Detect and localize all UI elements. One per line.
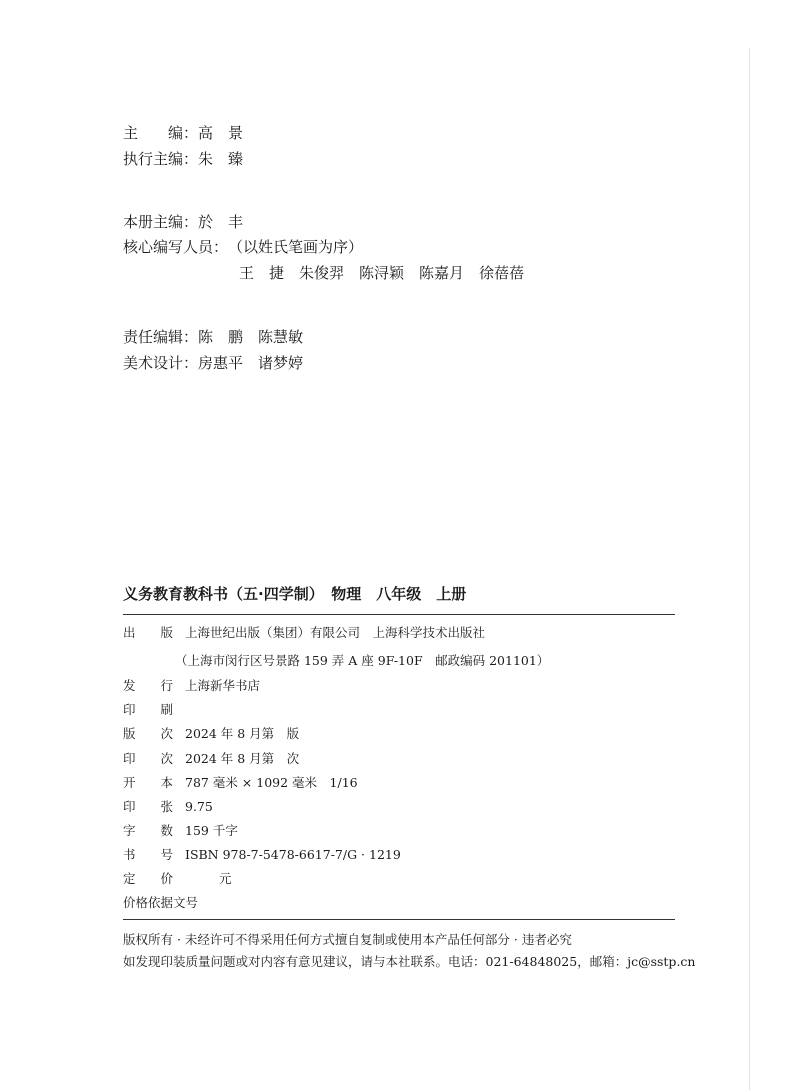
title-rule <box>123 614 675 615</box>
credit-note: （以姓氏笔画为序） <box>228 238 364 256</box>
credit-value: 陈 鹏 陈慧敏 <box>198 328 304 346</box>
imprint-value: 2024 年 8 月第 版 <box>185 726 300 741</box>
imprint-value: 2024 年 8 月第 次 <box>185 751 300 766</box>
credit-volume-editor <box>123 215 243 230</box>
imprint-price-basis <box>123 896 198 909</box>
credit-executive-editor <box>123 152 243 167</box>
imprint-impression <box>123 752 299 765</box>
credit-art-design <box>123 356 303 371</box>
credit-label: 责任编辑： <box>123 328 199 346</box>
page-edge-line <box>749 48 750 1090</box>
imprint-value: 9.75 <box>185 799 213 814</box>
imprint-distributor <box>123 679 260 692</box>
book-title: 义务教育教科书（五·四学制） 物理 八年级 上册 <box>123 585 467 603</box>
credit-value: 房惠平 诸梦婷 <box>198 354 304 372</box>
imprint-isbn <box>123 848 401 861</box>
credit-value: 朱 臻 <box>198 150 244 168</box>
imprint-publisher-address: （上海市闵行区号景路 159 弄 A 座 9F-10F 邮政编码 201101） <box>175 653 550 668</box>
imprint-publisher <box>123 626 485 639</box>
footer-rule <box>123 919 675 920</box>
imprint-label: 书 号 <box>123 847 174 862</box>
imprint-word-count <box>123 824 238 837</box>
imprint-value: ISBN 978-7-5478-6617-7/G · 1219 <box>185 847 401 862</box>
imprint-price <box>123 872 232 885</box>
credit-label: 核心编写人员： <box>123 238 229 256</box>
imprint-label: 开 本 <box>123 775 174 790</box>
imprint-printer <box>123 703 185 716</box>
credit-value: 於 丰 <box>198 213 244 231</box>
credit-label: 美术设计： <box>123 354 199 372</box>
imprint-sheets <box>123 800 213 813</box>
imprint-value: 上海世纪出版（集团）有限公司 上海科学技术出版社 <box>185 625 486 640</box>
imprint-value: 787 毫米 × 1092 毫米 1/16 <box>185 775 358 790</box>
imprint-value: 上海新华书店 <box>185 678 261 693</box>
imprint-label: 发 行 <box>123 678 174 693</box>
credit-label: 本册主编： <box>123 213 199 231</box>
credit-label: 主 编： <box>123 124 199 142</box>
credit-responsible-editors <box>123 330 303 345</box>
contact-notice: 如发现印装质量问题或对内容有意见建议，请与本社联系。电话：021-64848025，邮箱：jc@sstp.cn <box>123 954 696 969</box>
imprint-edition <box>123 727 299 740</box>
imprint-label: 价格依据文号 <box>123 895 199 910</box>
imprint-value: 159 千字 <box>185 823 238 838</box>
credit-core-writers <box>123 240 363 255</box>
imprint-label: 印 刷 <box>123 702 174 717</box>
imprint-format <box>123 776 358 789</box>
credit-label: 执行主编： <box>123 150 199 168</box>
imprint-label: 印 张 <box>123 799 174 814</box>
imprint-label: 定 价 <box>123 871 174 886</box>
credit-core-writer-names <box>239 266 524 281</box>
imprint-label: 版 次 <box>123 726 174 741</box>
credit-value: 高 景 <box>198 124 244 142</box>
imprint-label: 字 数 <box>123 823 174 838</box>
credit-value: 王 捷 朱俊羿 陈浔颖 陈嘉月 徐蓓蓓 <box>239 264 525 282</box>
imprint-label: 印 次 <box>123 751 174 766</box>
credit-chief-editor <box>123 126 243 141</box>
imprint-label: 出 版 <box>123 625 174 640</box>
imprint-value: 元 <box>219 871 232 886</box>
copyright-notice: 版权所有 · 未经许可不得采用任何方式擅自复制或使用本产品任何部分 · 违者必究 <box>123 932 572 947</box>
